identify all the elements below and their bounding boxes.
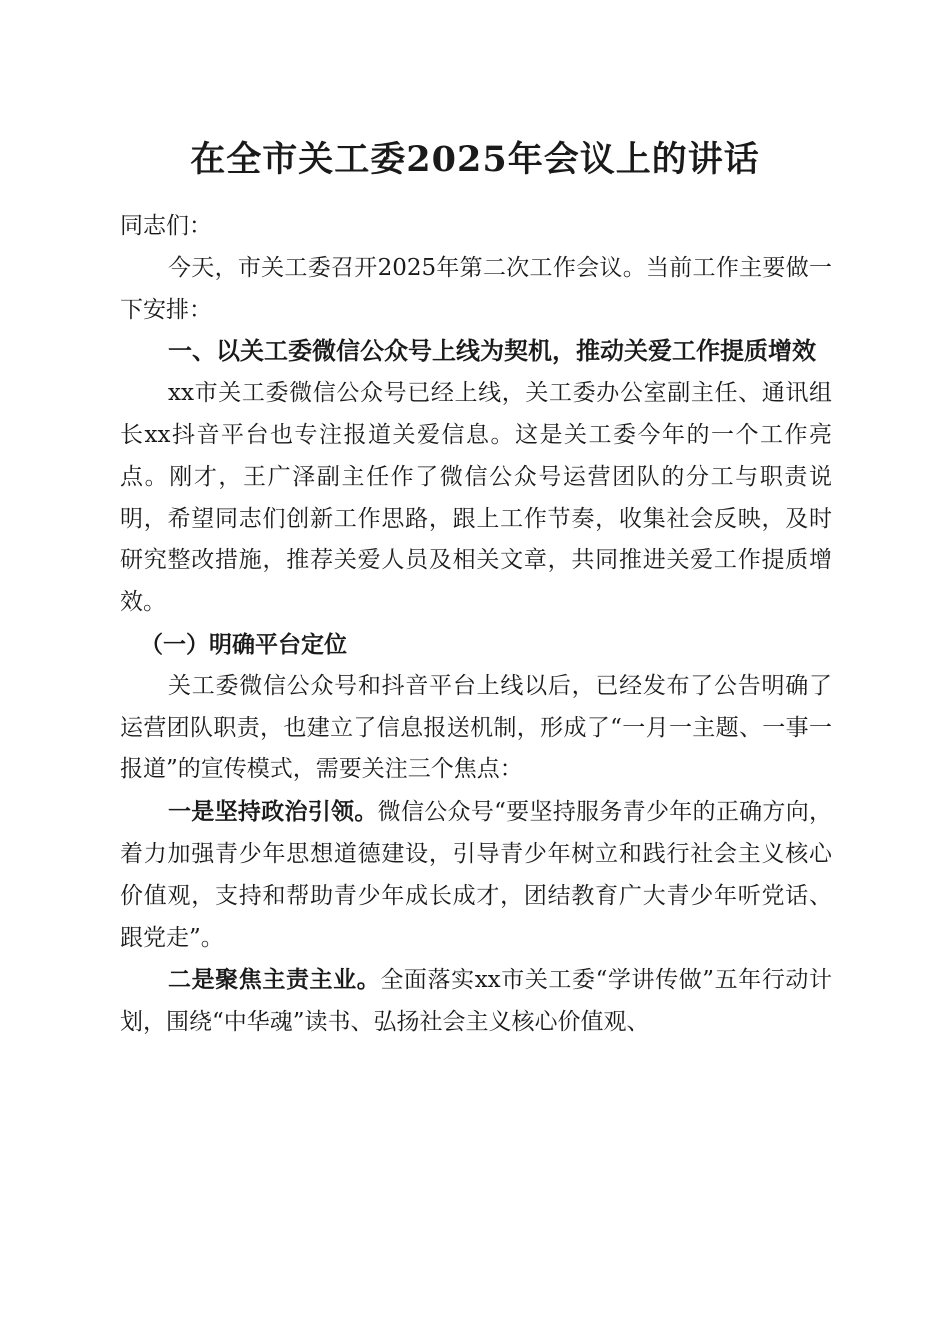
intro-paragraph: 今天，市关工委召开2025年第二次工作会议。当前工作主要做一下安排： [120, 254, 832, 323]
subsection-heading-1: （一）明确平台定位 [140, 630, 347, 658]
salutation: 同志们： [120, 213, 212, 239]
point-1-lead: 一是坚持政治引领。 [168, 798, 378, 826]
point-2-paragraph [120, 959, 832, 1044]
point-2-text: 全面落实xx市关工委“学讲传做”五年行动计划，围绕“中华魂”读书、弘扬社会主义核心价值观、 [120, 967, 833, 1036]
section-1-paragraph: xx市关工委微信公众号已经上线，关工委办公室副主任、通讯组长xx抖音平台也专注报道关爱信息。这是关工委今年的一个工作亮点。刚才，王广泽副主任作了微信公众号运营团队的分工与职责说明，希望同志们创新工作思路，跟上工作节奏，收集社会反映，及时研究整改措施，推荐关爱人员及相关文章，共同推进关爱工作提质增效。 [120, 380, 832, 616]
document-title: 在全市关工委2025年会议上的讲话 [190, 139, 760, 180]
section-heading-1: 一、以关工委微信公众号上线为契机，推动关爱工作提质增效 [168, 337, 816, 366]
point-1-paragraph [120, 791, 832, 959]
document-body [120, 206, 832, 1044]
subsection-1-paragraph: 关工委微信公众号和抖音平台上线以后，已经发布了公告明确了运营团队职责，也建立了信息报送机制，形成了“一月一主题、一事一报道”的宣传模式，需要关注三个焦点： [120, 672, 832, 783]
point-1-text: 微信公众号“要坚持服务青少年的正确方向，着力加强青少年思想道德建设，引导青少年树立和践行社会主义核心价值观，支持和帮助青少年成长成才，团结教育广大青少年听党话、跟党走”。 [120, 799, 833, 951]
point-2-lead: 二是聚焦主责主业。 [168, 966, 381, 994]
